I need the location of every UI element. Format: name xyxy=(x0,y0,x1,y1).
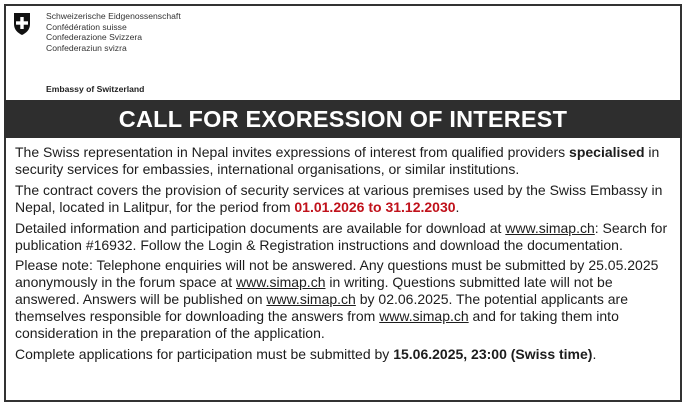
text: : Search for publication #16932. Follow the Login & Registration instructions and download the documentation. xyxy=(15,219,668,253)
simap-link[interactable]: www.simap.ch xyxy=(505,219,595,236)
paragraph-note xyxy=(15,257,676,342)
embassy-name: Embassy of Switzerland xyxy=(46,84,145,94)
text: Detailed information and participation documents are available for download at xyxy=(15,219,506,236)
confederation-fr: Confédération suisse xyxy=(46,21,127,32)
paragraph-intro xyxy=(15,144,676,178)
text: by 02.06.2025. The potential applicants are themselves responsible for downloading the answers from xyxy=(15,291,629,325)
text: in writing. Questions submitted late will not be answered. Answers will be published on xyxy=(15,274,613,308)
text: in security services for embassies, international organisations, or similar institutions. xyxy=(15,144,660,177)
text: The contract covers the provision of security services at various premises used by the Swiss Embassy in Nepal, located in Lalitpur, for the period from xyxy=(15,181,663,215)
notice-body xyxy=(15,144,676,367)
text: Please note: Telephone enquiries will not be answered. Any questions must be submitted by 25.05.2025 anonymously in the forum space at xyxy=(15,257,659,291)
text-bold: specialised xyxy=(569,144,645,160)
deadline: 15.06.2025, 23:00 (Swiss time) xyxy=(393,345,593,362)
confederation-de: Schweizerische Eidgenossenschaft xyxy=(46,11,181,21)
paragraph-deadline xyxy=(15,346,676,363)
paragraph-contract xyxy=(15,182,676,216)
simap-link[interactable]: www.simap.ch xyxy=(379,308,469,325)
simap-link[interactable]: www.simap.ch xyxy=(266,291,356,308)
title-banner xyxy=(4,100,682,138)
text: and for taking them into consideration in the preparation of the application. xyxy=(15,308,619,342)
text: Complete applications for participation must be submitted by xyxy=(15,345,394,362)
text: The Swiss representation in Nepal invites expressions of interest from qualified providers xyxy=(15,144,570,160)
simap-link[interactable]: www.simap.ch xyxy=(236,274,326,291)
letterhead xyxy=(8,8,308,98)
paragraph-documents xyxy=(15,220,676,254)
confederation-it: Confederazione Svizzera xyxy=(46,32,143,43)
confederation-names xyxy=(46,11,181,53)
text: . xyxy=(592,345,597,362)
confederation-rm: Confederaziun svizra xyxy=(46,42,127,53)
swiss-cross-icon xyxy=(12,12,32,36)
contract-period: 01.01.2026 to 31.12.2030 xyxy=(294,198,456,215)
text: . xyxy=(455,198,460,215)
page-title: CALL FOR EXORESSION OF INTEREST xyxy=(118,106,568,132)
